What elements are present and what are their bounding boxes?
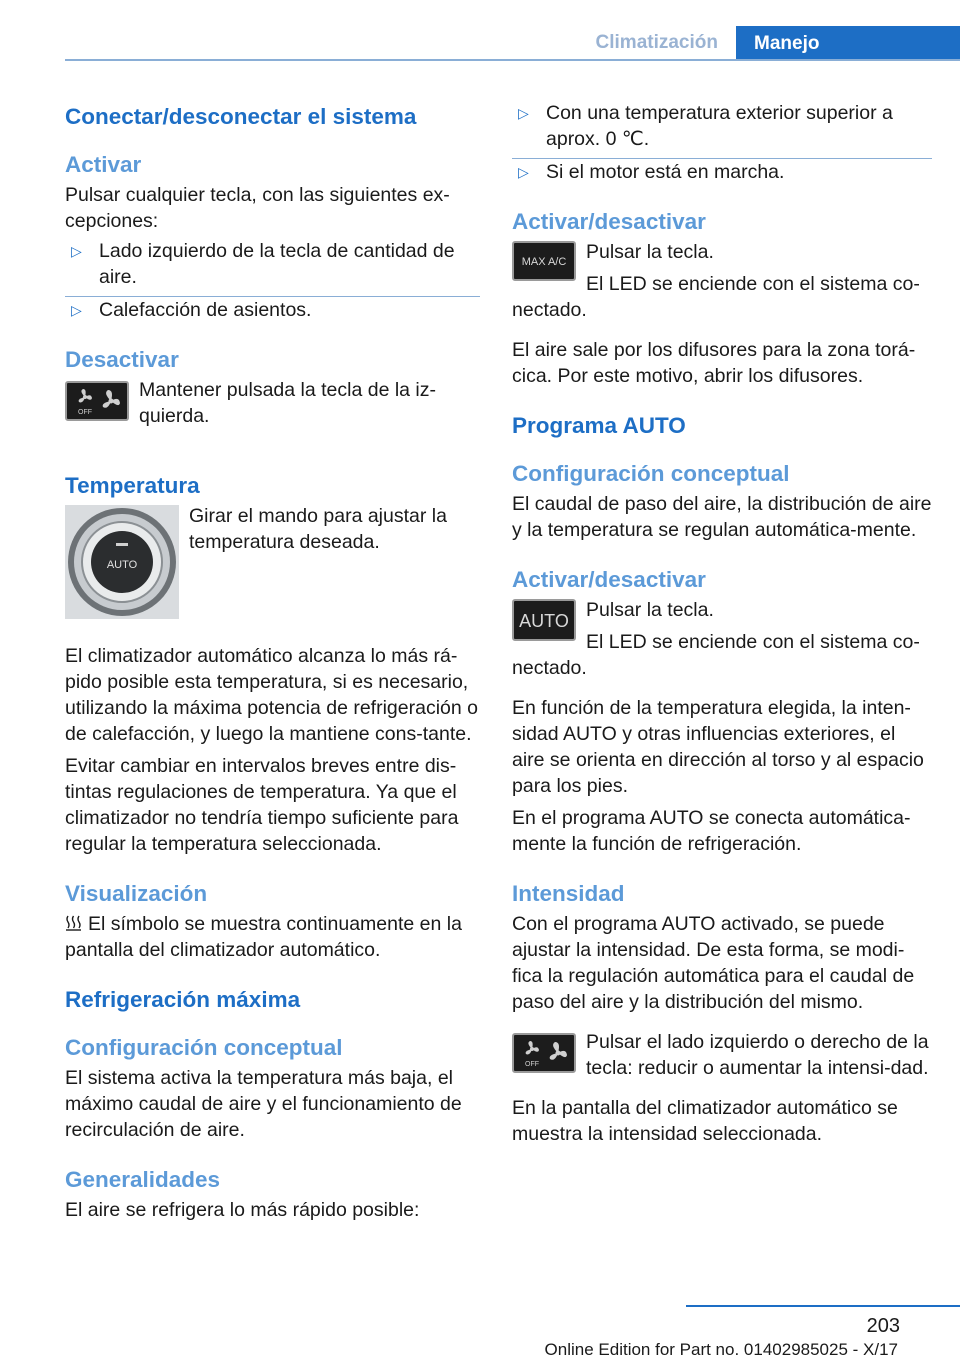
temperature-knob-icon bbox=[65, 505, 179, 619]
para-temp-reach: El climatizador automático alcanza lo más rá‐pido posible esta temperatura, si es necesario, utilizando la máxima potencia de refrigeración o de calefacción, y luego la mantiene cons‐tante. bbox=[65, 645, 478, 745]
para-led: El LED se enciende con el sistema co‐nectado. bbox=[512, 631, 920, 679]
page-number: 203 bbox=[866, 1315, 900, 1337]
para-aire: El aire sale por los difusores para la zona torá‐cica. Por este motivo, abrir los difusores. bbox=[512, 339, 916, 387]
list-item: ▷ Calefacción de asientos. bbox=[71, 299, 312, 321]
para-programa: En el programa AUTO se conecta automática‐mente la función de refrigeración. bbox=[512, 807, 911, 855]
para-pantalla: En la pantalla del climatizador automático se muestra la intensidad seleccionada. bbox=[512, 1097, 898, 1145]
auto-key-figure bbox=[512, 599, 576, 646]
para-generalidades: El aire se refrigera lo más rápido posible: bbox=[65, 1199, 420, 1221]
fan-off-key-figure bbox=[65, 381, 129, 426]
heading-generalidades: Generalidades bbox=[65, 1167, 221, 1192]
triangle-bullet-icon: ▷ bbox=[71, 302, 82, 318]
activar-list bbox=[65, 238, 480, 323]
heading-configuracion-conceptual: Configuración conceptual bbox=[512, 461, 790, 486]
header-rule bbox=[65, 59, 960, 61]
triangle-bullet-icon: ▷ bbox=[518, 164, 529, 180]
para-pulsar-tecla: Pulsar la tecla. bbox=[586, 241, 714, 263]
para-activar: Pulsar cualquier tecla, con las siguientes ex‐cepciones: bbox=[65, 184, 450, 232]
heading-temperatura: Temperatura bbox=[65, 473, 200, 498]
heading-activar-desactivar: Activar/desactivar bbox=[512, 209, 706, 234]
heading-desactivar: Desactivar bbox=[65, 347, 179, 372]
para-funcion: En función de la temperatura elegida, la inten‐sidad AUTO y otras influencias exteriores, el aire se orienta en dirección al torso y al espacio para los pies. bbox=[512, 697, 924, 797]
svg-text:OFF: OFF bbox=[78, 409, 92, 416]
para-config: El sistema activa la temperatura más baja, el máximo caudal de aire y el funcionamiento de recirculación de aire. bbox=[65, 1067, 462, 1141]
triangle-bullet-icon: ▷ bbox=[71, 243, 82, 259]
running-header-section: Climatización bbox=[595, 32, 718, 53]
para-pulsar-tecla: Pulsar la tecla. bbox=[586, 599, 714, 621]
fan-off-key-icon bbox=[65, 381, 129, 421]
auto-key-icon bbox=[512, 599, 576, 641]
heading-visualizacion: Visualización bbox=[65, 881, 208, 906]
edition-note: Online Edition for Part no. 01402985025 - X/17 bbox=[544, 1340, 898, 1359]
list-item: ▷ Lado izquierdo de la tecla de cantidad de aire. bbox=[71, 240, 455, 288]
para-temp-avoid: Evitar cambiar en intervalos breves entre dis‐tintas regulaciones de temperatura. Ya que el climatizador no tendría tiempo suficiente para regular la temperatura seleccionada. bbox=[65, 755, 459, 855]
fan-intensity-key-icon bbox=[512, 1033, 576, 1073]
svg-text:AUTO: AUTO bbox=[519, 611, 569, 631]
para-temp-rotate: Girar el mando para ajustar la temperatura deseada. bbox=[189, 505, 447, 553]
para-intensidad: Con el programa AUTO activado, se puede ajustar la intensidad. De esta forma, se modi‐fica la regulación automática para el caudal de paso del aire y la distribución del mismo. bbox=[512, 913, 915, 1013]
footer-rule bbox=[686, 1305, 960, 1307]
heading-programa-auto: Programa AUTO bbox=[512, 413, 686, 438]
para-visualizacion: El símbolo se muestra continuamente en la pantalla del climatizador automático. bbox=[65, 913, 462, 961]
para-desactivar: Mantener pulsada la tecla de la iz‐quierda. bbox=[139, 379, 437, 427]
heading-activar-desactivar: Activar/desactivar bbox=[512, 567, 706, 592]
para-led: El LED se enciende con el sistema co‐nectado. bbox=[512, 273, 920, 321]
heading-configuracion-conceptual: Configuración conceptual bbox=[65, 1035, 343, 1060]
svg-text:AUTO: AUTO bbox=[106, 559, 138, 571]
svg-text:OFF: OFF bbox=[525, 1061, 539, 1068]
max-ac-key-figure bbox=[512, 241, 576, 286]
heading-activar: Activar bbox=[65, 152, 142, 177]
heading-refrigeracion-maxima: Refrigeración máxima bbox=[65, 987, 301, 1012]
list-item: ▷ Si el motor está en marcha. bbox=[518, 161, 785, 183]
triangle-bullet-icon: ▷ bbox=[518, 105, 529, 121]
right-column bbox=[512, 100, 932, 1147]
para-config-auto: El caudal de paso del aire, la distribución de aire y la temperatura se regulan automática‐mente. bbox=[512, 493, 932, 541]
list-item: ▷ Con una temperatura exterior superior a aprox. 0 ℃. bbox=[518, 102, 893, 150]
heading-connect: Conectar/desconectar el sistema bbox=[65, 104, 417, 129]
heading-intensidad: Intensidad bbox=[512, 881, 625, 906]
cooling-symbol-icon bbox=[65, 914, 82, 932]
max-ac-key-icon bbox=[512, 241, 576, 281]
svg-text:MAX A/C: MAX A/C bbox=[521, 256, 567, 268]
left-column bbox=[65, 100, 480, 1223]
running-header-chapter: Manejo bbox=[736, 26, 960, 61]
temperature-knob-figure bbox=[65, 505, 179, 624]
generalidades-list bbox=[512, 100, 932, 185]
para-pulsar-lado: Pulsar el lado izquierdo o derecho de la tecla: reducir o aumentar la intensi‐dad. bbox=[586, 1031, 929, 1079]
fan-key-figure bbox=[512, 1033, 576, 1078]
